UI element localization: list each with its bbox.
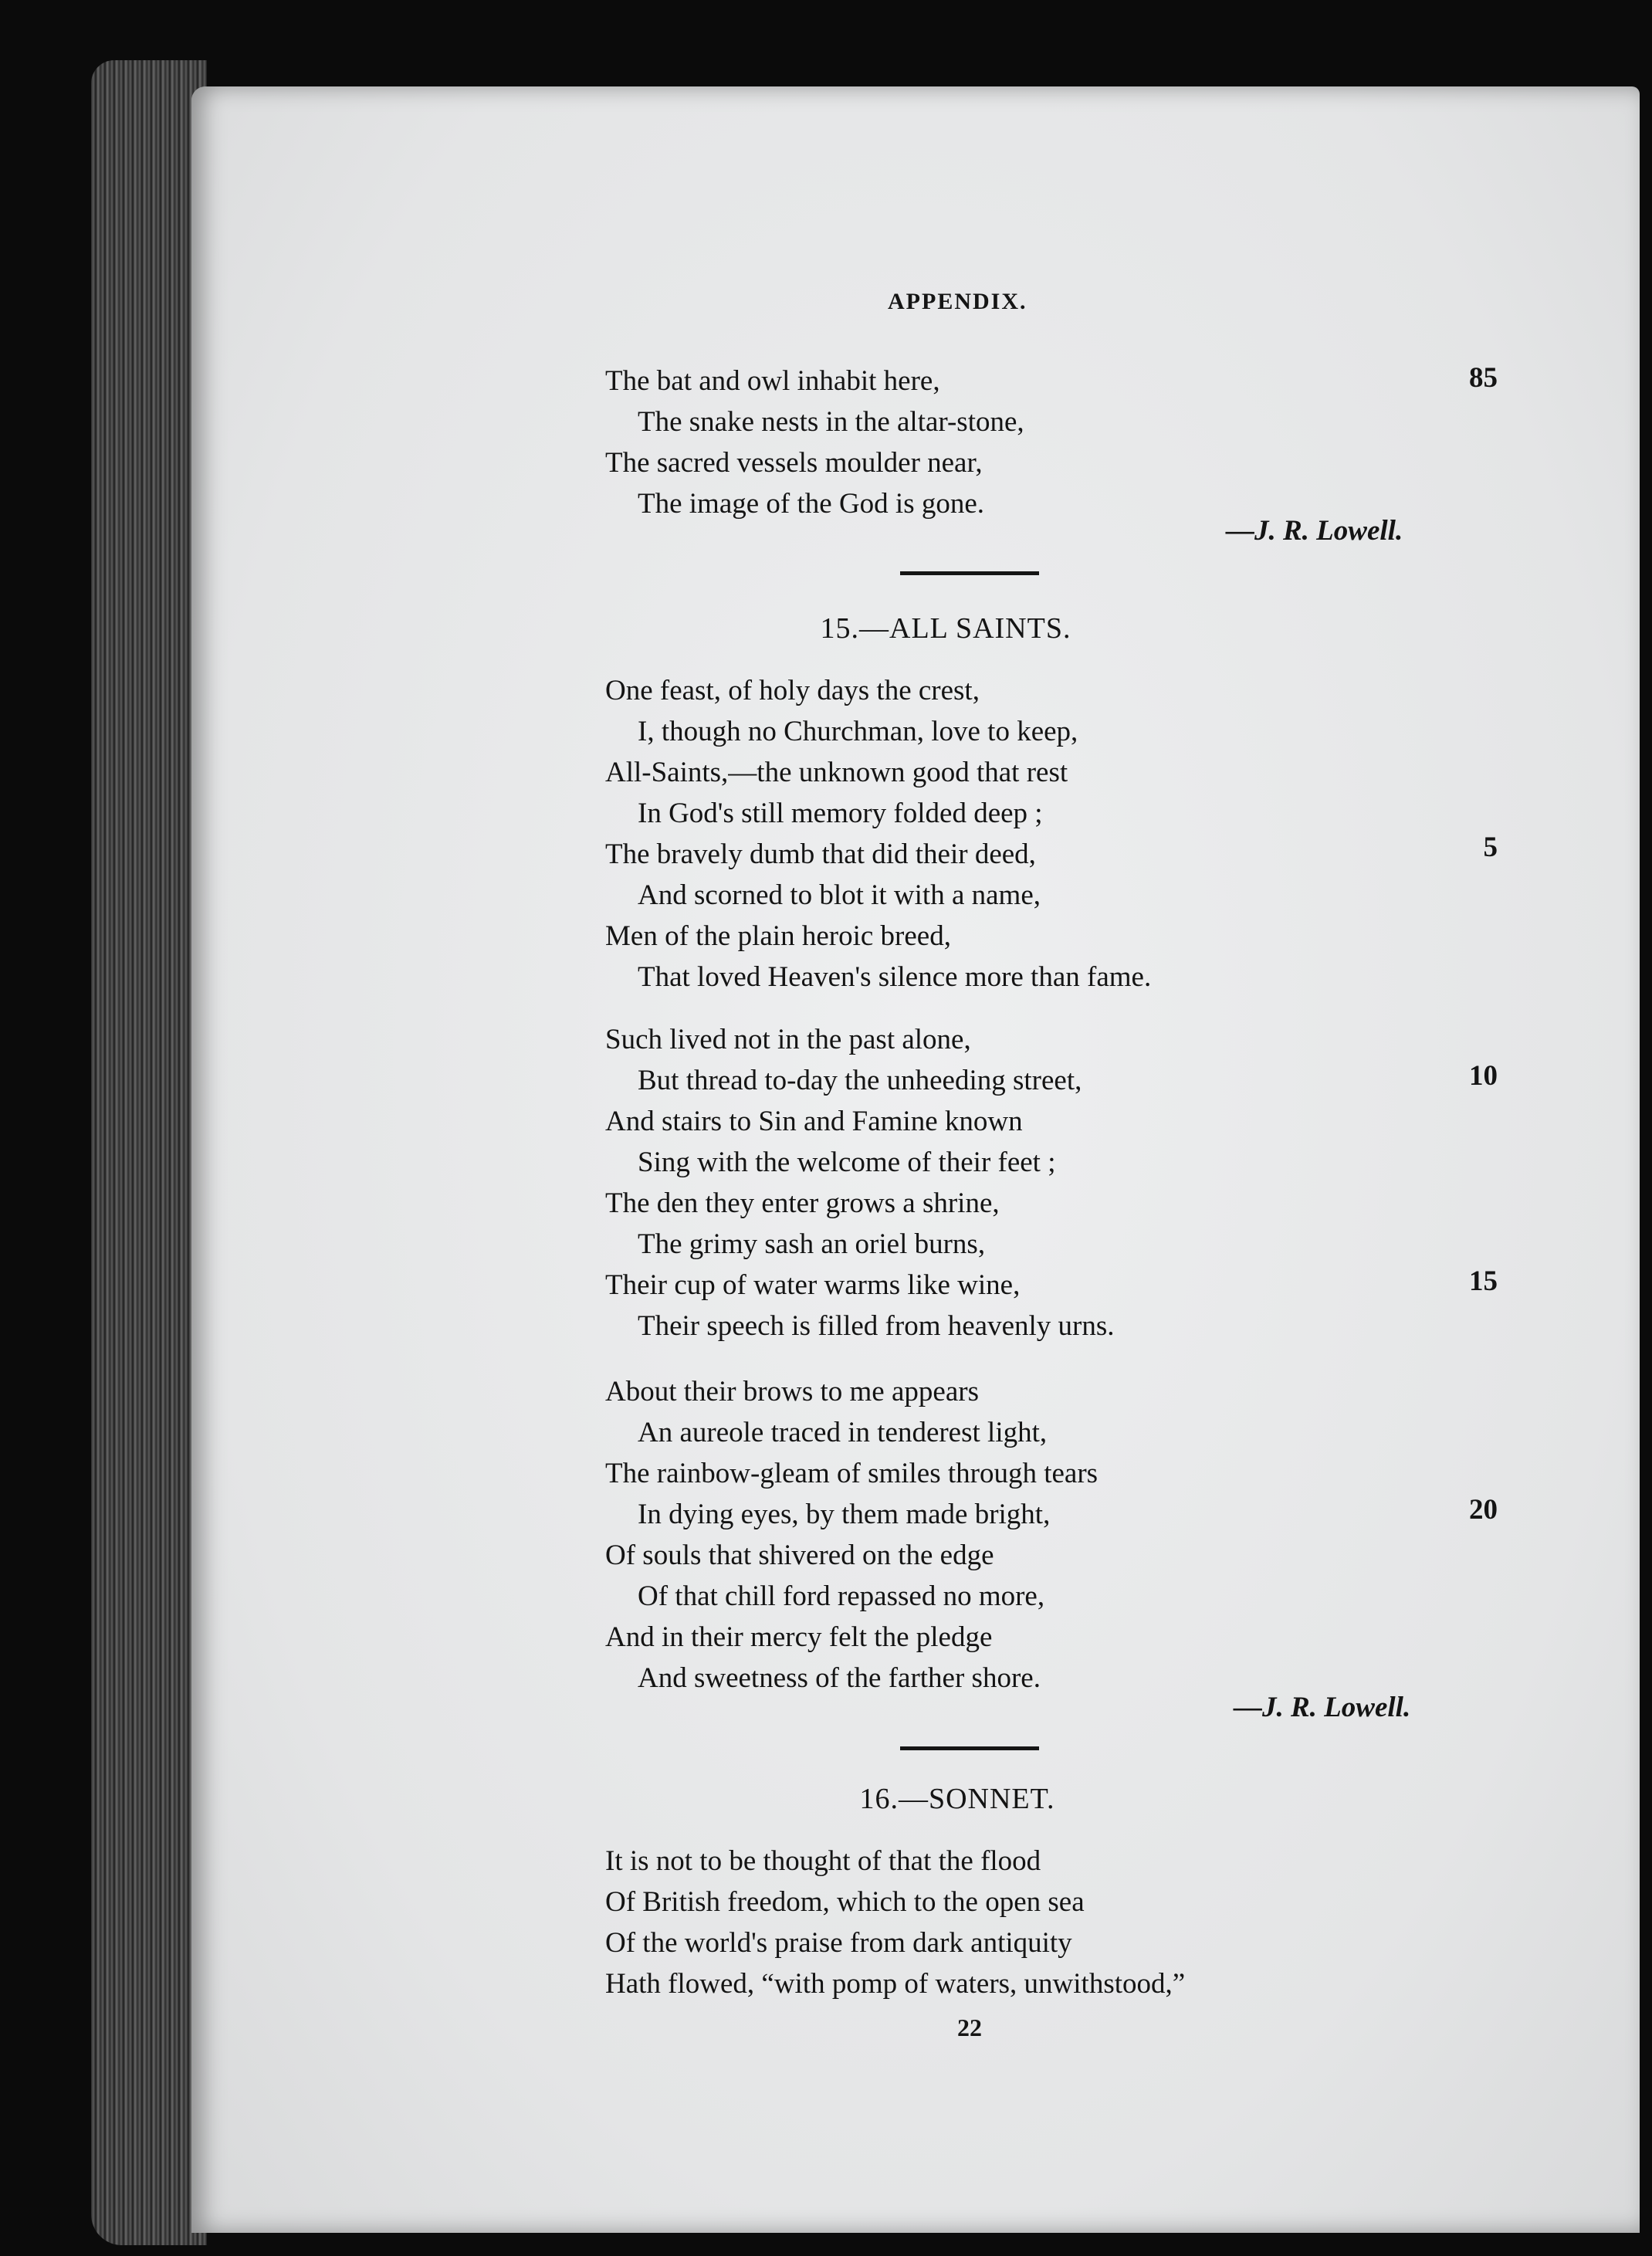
poem-line: Of that chill ford repassed no more, — [638, 1580, 1045, 1612]
poem-line: All-Saints,—the unknown good that rest — [605, 757, 1068, 788]
poem-15-heading: 15.—ALL SAINTS. — [820, 612, 1071, 645]
poem-line: The grimy sash an oriel burns, — [638, 1228, 986, 1260]
line-number-15: 15 — [1469, 1265, 1498, 1297]
poem-line: The bat and owl inhabit here, — [605, 365, 940, 397]
poem-line: Such lived not in the past alone, — [605, 1024, 971, 1055]
poem-line: Of British freedom, which to the open sea — [605, 1886, 1085, 1918]
poem-line: Their speech is filled from heavenly urns. — [638, 1310, 1115, 1342]
poem-line: Of the world's praise from dark antiquity — [605, 1927, 1072, 1959]
poem-16-stanza — [605, 1841, 1185, 2004]
poem-line: About their brows to me appears — [605, 1376, 979, 1407]
line-number-5: 5 — [1483, 832, 1498, 863]
poem-line: The bravely dumb that did their deed, — [605, 838, 1036, 870]
poem-line: The den they enter grows a shrine, — [605, 1187, 1000, 1219]
poem-16-heading: 16.—SONNET. — [859, 1783, 1055, 1815]
poem-line: The snake nests in the altar-stone, — [638, 406, 1024, 438]
poem-line: It is not to be thought of that the flood — [605, 1845, 1041, 1877]
poem-15-stanza-2 — [605, 1019, 1115, 1346]
poem-line: Sing with the welcome of their feet ; — [638, 1147, 1056, 1178]
poem-line: The sacred vessels moulder near, — [605, 447, 983, 479]
poem-line: And scorned to blot it with a name, — [638, 879, 1041, 911]
section-rule — [900, 571, 1039, 575]
poem-line: I, though no Churchman, love to keep, — [638, 716, 1078, 747]
poem-14-stanza — [605, 361, 1024, 524]
running-head: APPENDIX. — [888, 289, 1027, 314]
book-edge — [91, 60, 207, 2245]
poem-line: Hath flowed, “with pomp of waters, unwithstood,” — [605, 1968, 1186, 2000]
poem-line: The rainbow-gleam of smiles through tears — [605, 1458, 1099, 1489]
poem-line: And stairs to Sin and Famine known — [605, 1106, 1023, 1137]
poem-line: Their cup of water warms like wine, — [605, 1269, 1021, 1301]
poem-line: The image of the God is gone. — [638, 488, 985, 520]
poem-line: And in their mercy felt the pledge — [605, 1621, 993, 1653]
poem-15-stanza-1 — [605, 670, 1151, 998]
poem-line: That loved Heaven's silence more than fame. — [638, 961, 1152, 993]
poem-line: Men of the plain heroic breed, — [605, 920, 951, 952]
poem-line: In God's still memory folded deep ; — [638, 798, 1043, 829]
poem-line: Of souls that shivered on the edge — [605, 1540, 994, 1571]
section-rule — [900, 1746, 1039, 1750]
poem-line: An aureole traced in tenderest light, — [638, 1417, 1048, 1448]
line-number-20: 20 — [1469, 1494, 1498, 1526]
line-number-85: 85 — [1469, 362, 1498, 394]
attribution-poem-14: —J. R. Lowell. — [1226, 515, 1403, 547]
poem-line: But thread to-day the unheeding street, — [638, 1065, 1082, 1096]
poem-line: In dying eyes, by them made bright, — [638, 1499, 1051, 1530]
poem-15-stanza-3 — [605, 1371, 1098, 1699]
line-number-10: 10 — [1469, 1060, 1498, 1092]
attribution-poem-15: —J. R. Lowell. — [1234, 1692, 1411, 1723]
page-number: 22 — [957, 2014, 982, 2041]
poem-line: And sweetness of the farther shore. — [638, 1662, 1041, 1694]
poem-line: One feast, of holy days the crest, — [605, 675, 980, 706]
